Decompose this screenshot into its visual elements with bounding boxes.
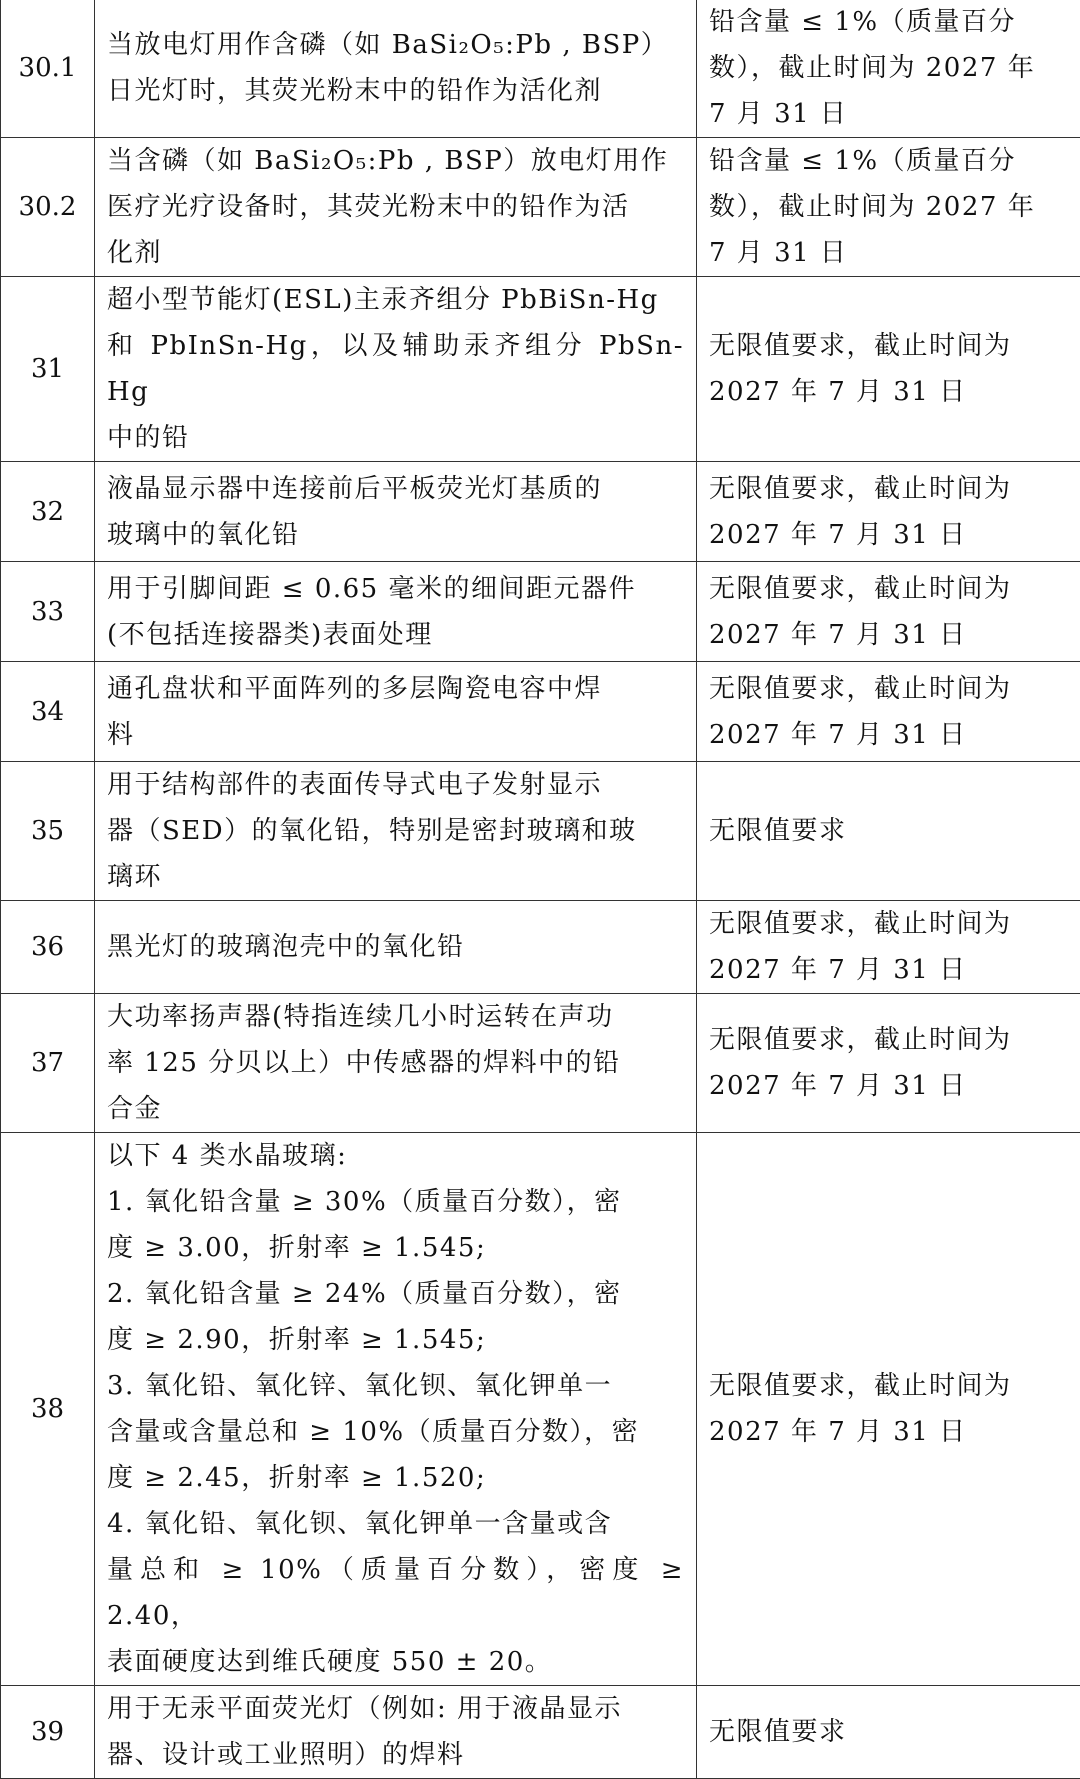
table-row — [1, 462, 1080, 562]
description-line: 率 125 分贝以上）中传感器的焊料中的铅 — [107, 1040, 684, 1086]
item-limit — [697, 138, 1080, 277]
item-description — [95, 662, 697, 762]
description-line: 4. 氧化铅、氧化钡、氧化钾单一含量或含 — [107, 1501, 684, 1547]
description-line: 当含磷（如 BaSi₂O₅:Pb , BSP）放电灯用作 — [107, 138, 684, 184]
description-line: 和 PbInSn-Hg，以及辅助汞齐组分 PbSn-Hg — [107, 323, 684, 415]
item-limit — [697, 901, 1080, 994]
description-line: 度 ≥ 3.00，折射率 ≥ 1.545; — [107, 1225, 684, 1271]
description-line: 用于引脚间距 ≤ 0.65 毫米的细间距元器件 — [107, 566, 684, 612]
description-line: 度 ≥ 2.45，折射率 ≥ 1.520; — [107, 1455, 684, 1501]
limit-line: 2027 年 7 月 31 日 — [709, 1409, 1068, 1455]
item-limit — [697, 994, 1080, 1133]
table-row — [1, 762, 1080, 901]
limit-line: 2027 年 7 月 31 日 — [709, 369, 1068, 415]
table-row — [1, 277, 1080, 462]
item-limit — [697, 1686, 1080, 1779]
description-line: 化剂 — [107, 230, 684, 276]
table-row — [1, 1133, 1080, 1686]
item-description — [95, 901, 697, 994]
limit-line: 2027 年 7 月 31 日 — [709, 947, 1068, 993]
table-row — [1, 138, 1080, 277]
description-line: 黑光灯的玻璃泡壳中的氧化铅 — [107, 924, 684, 970]
table-row — [1, 662, 1080, 762]
description-line: 料 — [107, 712, 684, 758]
item-limit — [697, 277, 1080, 462]
limit-line: 7 月 31 日 — [709, 230, 1068, 276]
description-line: 用于无汞平面荧光灯（例如: 用于液晶显示 — [107, 1686, 684, 1732]
item-number: 31 — [1, 277, 95, 462]
limit-line: 无限值要求 — [709, 1709, 1068, 1755]
description-line: (不包括连接器类)表面处理 — [107, 612, 684, 658]
item-number: 38 — [1, 1133, 95, 1686]
item-number: 39 — [1, 1686, 95, 1779]
item-limit — [697, 562, 1080, 662]
item-description — [95, 562, 697, 662]
table-row — [1, 994, 1080, 1133]
item-limit — [697, 762, 1080, 901]
item-description — [95, 994, 697, 1133]
item-number: 35 — [1, 762, 95, 901]
limit-line: 无限值要求，截止时间为 — [709, 666, 1068, 712]
item-description — [95, 277, 697, 462]
description-line: 量总和 ≥ 10%（质量百分数），密度 ≥ 2.40， — [107, 1547, 684, 1639]
item-limit — [697, 0, 1080, 138]
table-row — [1, 0, 1080, 138]
item-limit — [697, 1133, 1080, 1686]
limit-line: 2027 年 7 月 31 日 — [709, 612, 1068, 658]
description-line: 2. 氧化铅含量 ≥ 24%（质量百分数），密 — [107, 1271, 684, 1317]
table-row — [1, 1686, 1080, 1779]
item-number: 37 — [1, 994, 95, 1133]
limit-line: 无限值要求，截止时间为 — [709, 1017, 1068, 1063]
item-number: 36 — [1, 901, 95, 994]
item-description — [95, 138, 697, 277]
item-description — [95, 462, 697, 562]
limit-line: 2027 年 7 月 31 日 — [709, 712, 1068, 758]
limit-line: 铅含量 ≤ 1%（质量百分 — [709, 138, 1068, 184]
description-line: 器、设计或工业照明）的焊料 — [107, 1732, 684, 1778]
limit-line: 2027 年 7 月 31 日 — [709, 1063, 1068, 1109]
description-line: 含量或含量总和 ≥ 10%（质量百分数），密 — [107, 1409, 684, 1455]
limit-line: 数），截止时间为 2027 年 — [709, 184, 1068, 230]
exemption-table-body — [1, 0, 1080, 1779]
description-line: 医疗光疗设备时，其荧光粉末中的铅作为活 — [107, 184, 684, 230]
description-line: 超小型节能灯(ESL)主汞齐组分 PbBiSn-Hg — [107, 277, 684, 323]
description-line: 1. 氧化铅含量 ≥ 30%（质量百分数），密 — [107, 1179, 684, 1225]
description-line: 中的铅 — [107, 415, 684, 461]
item-limit — [697, 662, 1080, 762]
item-description — [95, 762, 697, 901]
description-line: 日光灯时，其荧光粉末中的铅作为活化剂 — [107, 68, 684, 114]
description-line: 液晶显示器中连接前后平板荧光灯基质的 — [107, 466, 684, 512]
description-line: 表面硬度达到维氏硬度 550 ± 20。 — [107, 1639, 684, 1685]
description-line: 度 ≥ 2.90，折射率 ≥ 1.545; — [107, 1317, 684, 1363]
table-row — [1, 901, 1080, 994]
description-line: 用于结构部件的表面传导式电子发射显示 — [107, 762, 684, 808]
limit-line: 无限值要求，截止时间为 — [709, 1363, 1068, 1409]
description-line: 璃环 — [107, 854, 684, 900]
item-description — [95, 1686, 697, 1779]
limit-line: 无限值要求，截止时间为 — [709, 466, 1068, 512]
limit-line: 2027 年 7 月 31 日 — [709, 512, 1068, 558]
item-number: 32 — [1, 462, 95, 562]
item-description — [95, 1133, 697, 1686]
limit-line: 无限值要求 — [709, 808, 1068, 854]
description-line: 当放电灯用作含磷（如 BaSi₂O₅:Pb , BSP） — [107, 22, 684, 68]
description-line: 大功率扬声器(特指连续几小时运转在声功 — [107, 994, 684, 1040]
limit-line: 无限值要求，截止时间为 — [709, 323, 1068, 369]
item-number: 33 — [1, 562, 95, 662]
limit-line: 铅含量 ≤ 1%（质量百分 — [709, 0, 1068, 45]
description-line: 以下 4 类水晶玻璃: — [107, 1133, 684, 1179]
item-number: 30.2 — [1, 138, 95, 277]
description-line: 3. 氧化铅、氧化锌、氧化钡、氧化钾单一 — [107, 1363, 684, 1409]
limit-line: 无限值要求，截止时间为 — [709, 566, 1068, 612]
description-line: 玻璃中的氧化铅 — [107, 512, 684, 558]
description-line: 通孔盘状和平面阵列的多层陶瓷电容中焊 — [107, 666, 684, 712]
item-limit — [697, 462, 1080, 562]
item-description — [95, 0, 697, 138]
table-row — [1, 562, 1080, 662]
limit-line: 无限值要求，截止时间为 — [709, 901, 1068, 947]
limit-line: 7 月 31 日 — [709, 91, 1068, 137]
limit-line: 数），截止时间为 2027 年 — [709, 45, 1068, 91]
description-line: 合金 — [107, 1086, 684, 1132]
item-number: 30.1 — [1, 0, 95, 138]
item-number: 34 — [1, 662, 95, 762]
description-line: 器（SED）的氧化铅，特别是密封玻璃和玻 — [107, 808, 684, 854]
